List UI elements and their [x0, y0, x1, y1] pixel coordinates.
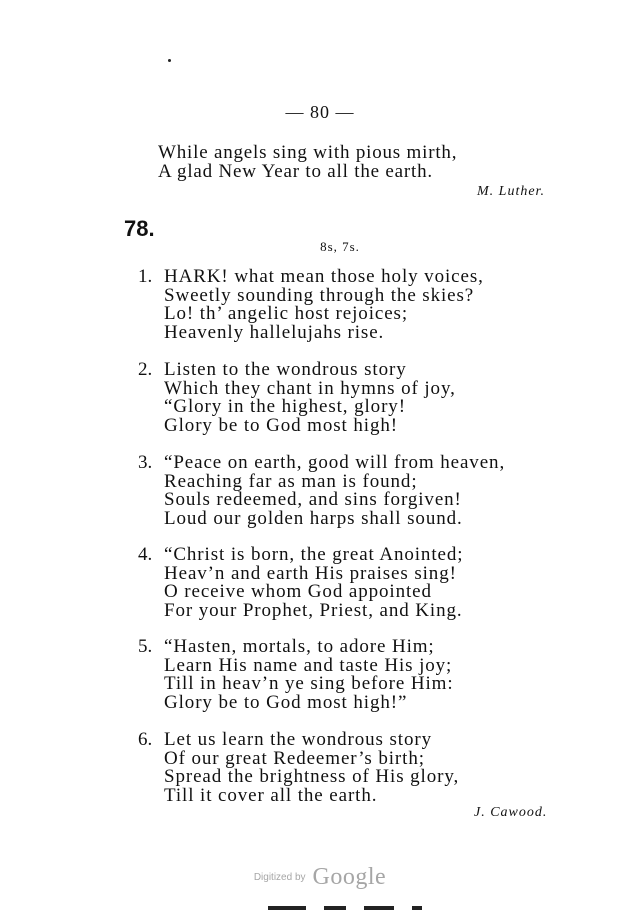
stanza-number: 3.	[138, 452, 153, 473]
digitized-brand: Google	[312, 864, 387, 890]
page-number: — 80 —	[285, 102, 355, 122]
ink-mark	[412, 906, 422, 910]
verse-line: “Peace on earth, good will from heaven,	[164, 452, 506, 473]
verse-line: Reaching far as man is found;	[164, 470, 418, 492]
verse-line: O receive whom God appointed	[164, 581, 432, 603]
verse-line: Learn His name and taste His joy;	[164, 654, 453, 676]
verse-line: Glory be to God most high!”	[164, 691, 408, 713]
verse-line: Spread the brightness of His glory,	[164, 766, 460, 788]
verse-line: Souls redeemed, and sins forgiven!	[164, 489, 462, 511]
stanza-3	[138, 454, 505, 528]
stanza-5	[138, 638, 454, 712]
verse-line: Loud our golden harps shall sound.	[164, 507, 463, 529]
cropped-next-line-marks	[268, 906, 436, 924]
stanza-number: 4.	[138, 544, 153, 565]
verse-line: Glory be to God most high!	[164, 414, 398, 436]
stanza-number: 5.	[138, 636, 153, 657]
hymn-number: 78.	[124, 216, 155, 241]
verse-line: Of our great Redeemer’s birth;	[164, 747, 425, 769]
verse-line: Till it cover all the earth.	[164, 784, 378, 806]
verse-line: “Hasten, mortals, to adore Him;	[164, 636, 435, 657]
stanza-2	[138, 361, 456, 435]
previous-hymn-ending	[158, 143, 457, 181]
verse-line: A glad New Year to all the earth.	[158, 161, 433, 182]
ink-mark	[324, 906, 346, 910]
digitized-watermark	[0, 864, 640, 891]
verse-line: Which they chant in hymns of joy,	[164, 377, 456, 399]
verse-line: While angels sing with pious mirth,	[158, 142, 458, 163]
verse-line: Let us learn the wondrous story	[164, 729, 432, 750]
verse-line: Till in heav’n ye sing before Him:	[164, 673, 454, 695]
stanza-number: 6.	[138, 729, 153, 750]
stanza-1	[138, 268, 484, 342]
verse-line: HARK! what mean those holy voices,	[164, 266, 484, 287]
ink-mark	[364, 906, 394, 910]
ink-mark	[268, 906, 306, 910]
stanza-number: 2.	[138, 359, 153, 380]
verse-line: For your Prophet, Priest, and King.	[164, 599, 463, 621]
verse-line: “Glory in the highest, glory!	[164, 396, 406, 418]
verse-line: Lo! th’ angelic host rejoices;	[164, 303, 409, 325]
hymn-attribution: J. Cawood.	[474, 805, 548, 820]
verse-line: Sweetly sounding through the skies?	[164, 284, 475, 306]
digitized-prefix: Digitized by	[253, 872, 306, 883]
verse-line: Listen to the wondrous story	[164, 359, 407, 380]
print-speck	[168, 59, 171, 62]
stanza-6	[138, 731, 459, 805]
previous-hymn-attribution: M. Luther.	[477, 184, 545, 199]
hymn-meter: 8s, 7s.	[320, 239, 360, 254]
verse-line: “Christ is born, the great Anointed;	[164, 544, 464, 565]
stanza-4	[138, 546, 463, 620]
stanza-number: 1.	[138, 266, 153, 287]
verse-line: Heavenly hallelujahs rise.	[164, 321, 385, 343]
verse-line: Heav’n and earth His praises sing!	[164, 562, 457, 584]
